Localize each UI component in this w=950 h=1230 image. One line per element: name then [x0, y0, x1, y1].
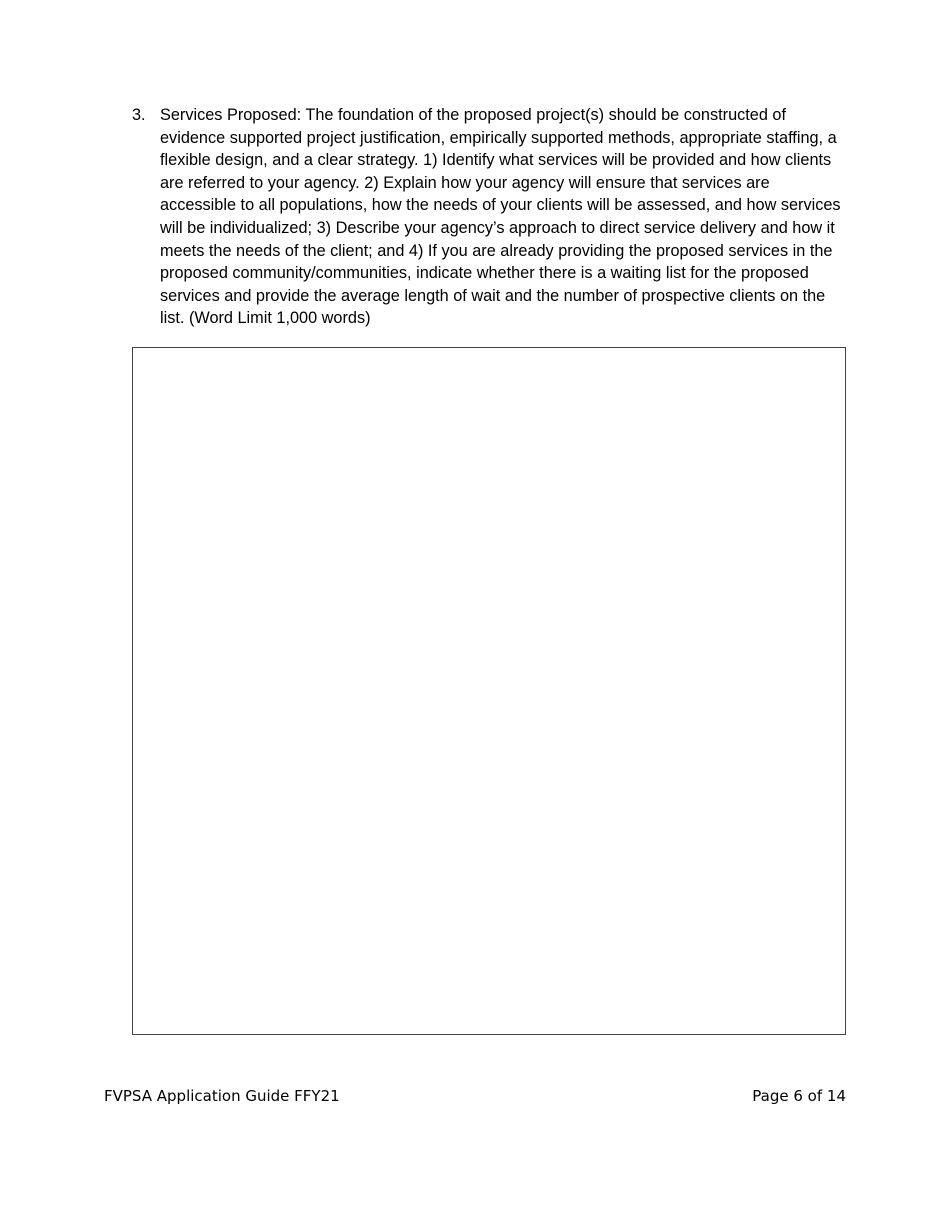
answer-text-box[interactable] — [132, 347, 846, 1035]
question-text: Services Proposed: The foundation of the proposed project(s) should be constructed of evidence supported project justification, empirically supported methods, appropriate staffing, a flexible design, and a clear strategy. 1) Identify what services will be provided and how clients are referred to your agency. 2) Explain how your agency will ensure that services are accessible to all populations, how the needs of your clients will be assessed, and how services will be individualized; 3) Describe your agency’s approach to direct service delivery and how it meets the needs of the client; and 4) If you are already providing the proposed services in the proposed community/communities, indicate whether there is a waiting list for the proposed services and provide the average length of wait and the number of prospective clients on the list. (Word Limit 1,000 words) — [160, 106, 841, 328]
question-number: 3. — [132, 106, 146, 124]
footer-document-title: FVPSA Application Guide FFY21 — [104, 1087, 340, 1105]
footer-page-number: Page 6 of 14 — [752, 1087, 846, 1105]
question-3 — [132, 104, 850, 330]
